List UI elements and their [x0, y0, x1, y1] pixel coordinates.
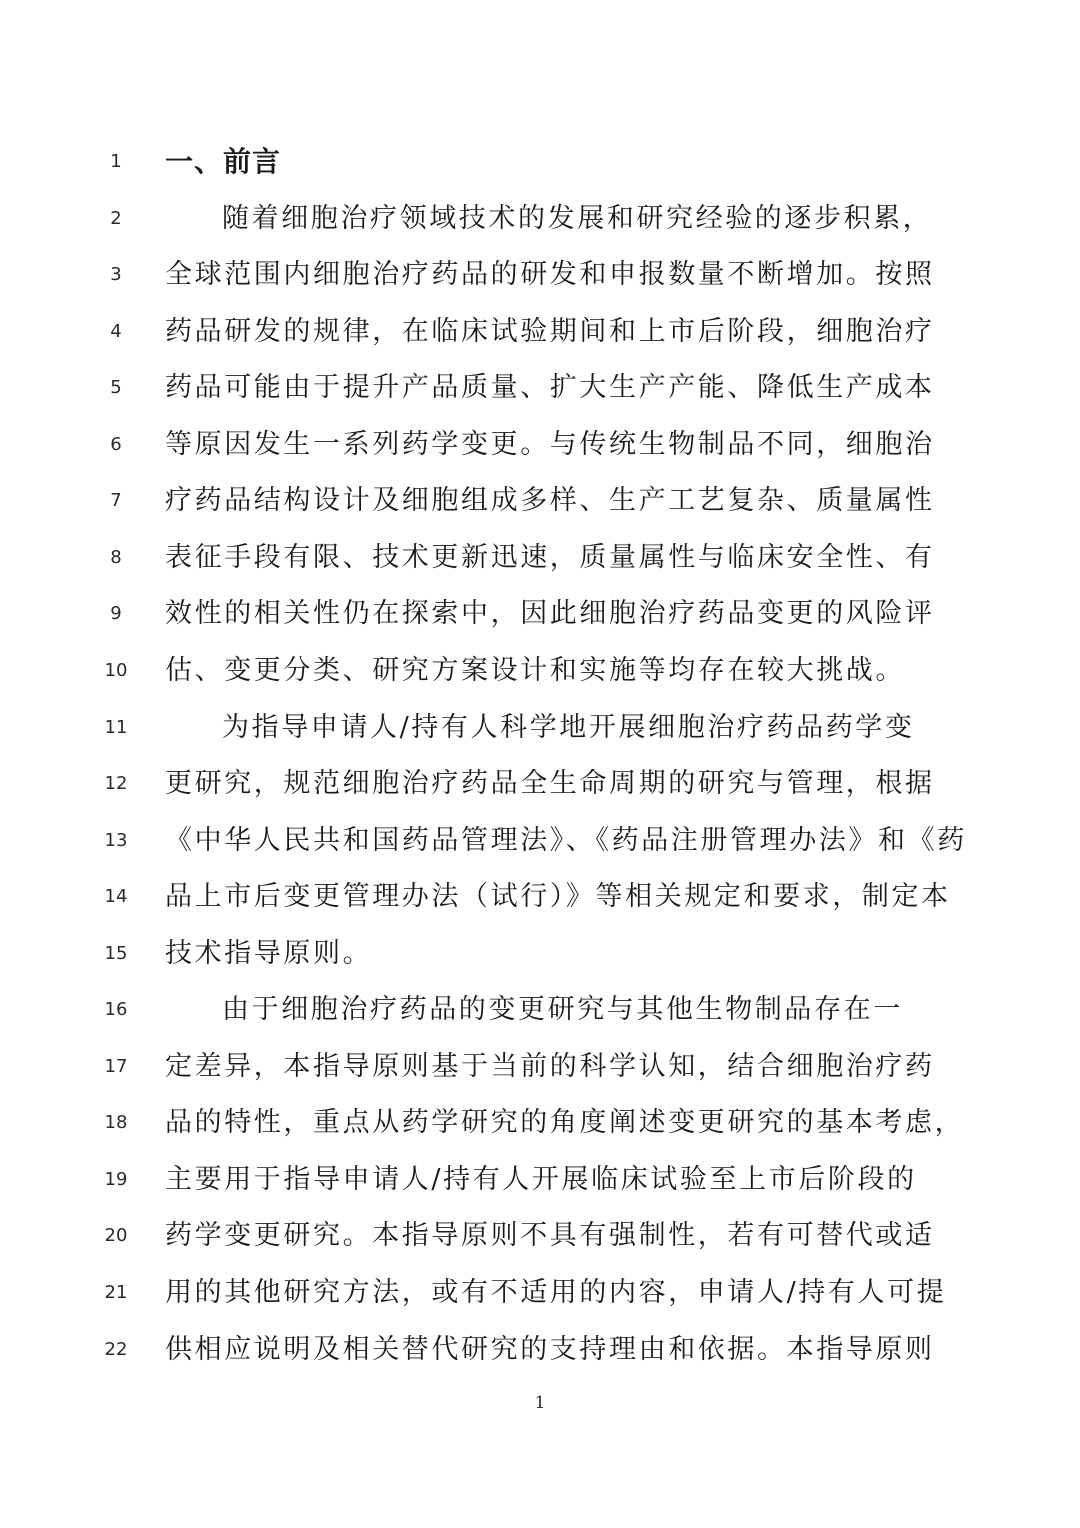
paragraph-text: 疗药品结构设计及细胞组成多样、生产工艺复杂、质量属性: [165, 485, 935, 517]
line-number: 5: [110, 377, 122, 399]
paragraph-text: 全球范围内细胞治疗药品的研发和申报数量不断增加。按照: [165, 259, 935, 291]
paragraph-text: 用的其他研究方法，或有不适用的内容，申请人/持有人可提: [165, 1277, 947, 1308]
paragraph-text: 药品研发的规律，在临床试验期间和上市后阶段，细胞治疗: [165, 315, 935, 347]
paragraph-text: 估、变更分类、研究方案设计和实施等均存在较大挑战。: [165, 654, 905, 686]
line-number: 22: [104, 1338, 128, 1360]
paragraph-text: 技术指导原则。: [165, 937, 373, 969]
paragraph-text: 随着细胞治疗领域技术的发展和研究经验的逐步积累，: [222, 202, 933, 234]
line-number: 10: [104, 659, 128, 681]
heading-line: [0, 134, 1080, 190]
line-number: 6: [110, 433, 122, 455]
text-line: [0, 756, 1080, 812]
line-number: 7: [110, 490, 122, 512]
line-number: 2: [110, 207, 122, 229]
line-number: 9: [110, 603, 122, 625]
text-line: [0, 643, 1080, 699]
text-line: [0, 473, 1080, 529]
text-line: [0, 1039, 1080, 1095]
text-line: [0, 360, 1080, 416]
line-number: 15: [104, 942, 128, 964]
line-number: 13: [104, 829, 128, 851]
line-number: 4: [110, 320, 122, 342]
text-line: [0, 191, 1080, 247]
text-line: [0, 869, 1080, 925]
text-line: [0, 700, 1080, 756]
paragraph-text: 效性的相关性仍在探索中，因此细胞治疗药品变更的风险评: [165, 598, 935, 630]
text-line: [0, 417, 1080, 473]
line-number: 18: [104, 1112, 128, 1134]
paragraph-text: 药品可能由于提升产品质量、扩大生产产能、降低生产成本: [165, 372, 935, 404]
text-line: [0, 926, 1080, 982]
text-line: [0, 1208, 1080, 1264]
text-line: [0, 1152, 1080, 1208]
line-number: 14: [104, 886, 128, 908]
text-line: [0, 1095, 1080, 1151]
text-line: [0, 813, 1080, 869]
paragraph-text: 定差异，本指导原则基于当前的科学认知，结合细胞治疗药: [165, 1050, 935, 1082]
text-line: [0, 530, 1080, 586]
line-number: 8: [110, 546, 122, 568]
page-number: 1: [534, 1393, 546, 1413]
line-number: 3: [110, 264, 122, 286]
line-number: 19: [104, 1168, 128, 1190]
paragraph-text: 药学变更研究。本指导原则不具有强制性，若有可替代或适: [165, 1220, 935, 1252]
text-line: [0, 1322, 1080, 1378]
line-number: 12: [104, 773, 128, 795]
text-line: [0, 1265, 1080, 1321]
paragraph-text: 为指导申请人/持有人科学地开展细胞治疗药品药学变: [222, 711, 915, 743]
paragraph-text: 更研究，规范细胞治疗药品全生命周期的研究与管理，根据: [165, 768, 935, 800]
text-line: [0, 982, 1080, 1038]
line-number: 20: [104, 1225, 128, 1247]
text-line: [0, 586, 1080, 642]
line-number: 1: [110, 151, 122, 172]
paragraph-text: 《中华人民共和国药品管理法》、《药品注册管理办法》和《药: [165, 824, 967, 856]
paragraph-text: 品上市后变更管理办法（试行）》等相关规定和要求，制定本: [165, 881, 951, 913]
line-number: 17: [104, 1055, 128, 1077]
section-heading: 一、前言: [165, 145, 282, 178]
paragraph-text: 由于细胞治疗药品的变更研究与其他生物制品存在一: [222, 994, 903, 1026]
paragraph-text: 品的特性，重点从药学研究的角度阐述变更研究的基本考虑，: [165, 1107, 965, 1139]
line-number: 11: [104, 716, 128, 738]
line-number: 21: [104, 1282, 128, 1303]
text-line: [0, 247, 1080, 303]
line-number: 16: [104, 999, 128, 1021]
text-line: [0, 304, 1080, 360]
paragraph-text: 表征手段有限、技术更新迅速，质量属性与临床安全性、有: [165, 541, 935, 573]
paragraph-text: 等原因发生一系列药学变更。与传统生物制品不同，细胞治: [165, 428, 935, 460]
paragraph-text: 主要用于指导申请人/持有人开展临床试验至上市后阶段的: [165, 1163, 917, 1195]
paragraph-text: 供相应说明及相关替代研究的支持理由和依据。本指导原则: [165, 1333, 935, 1365]
